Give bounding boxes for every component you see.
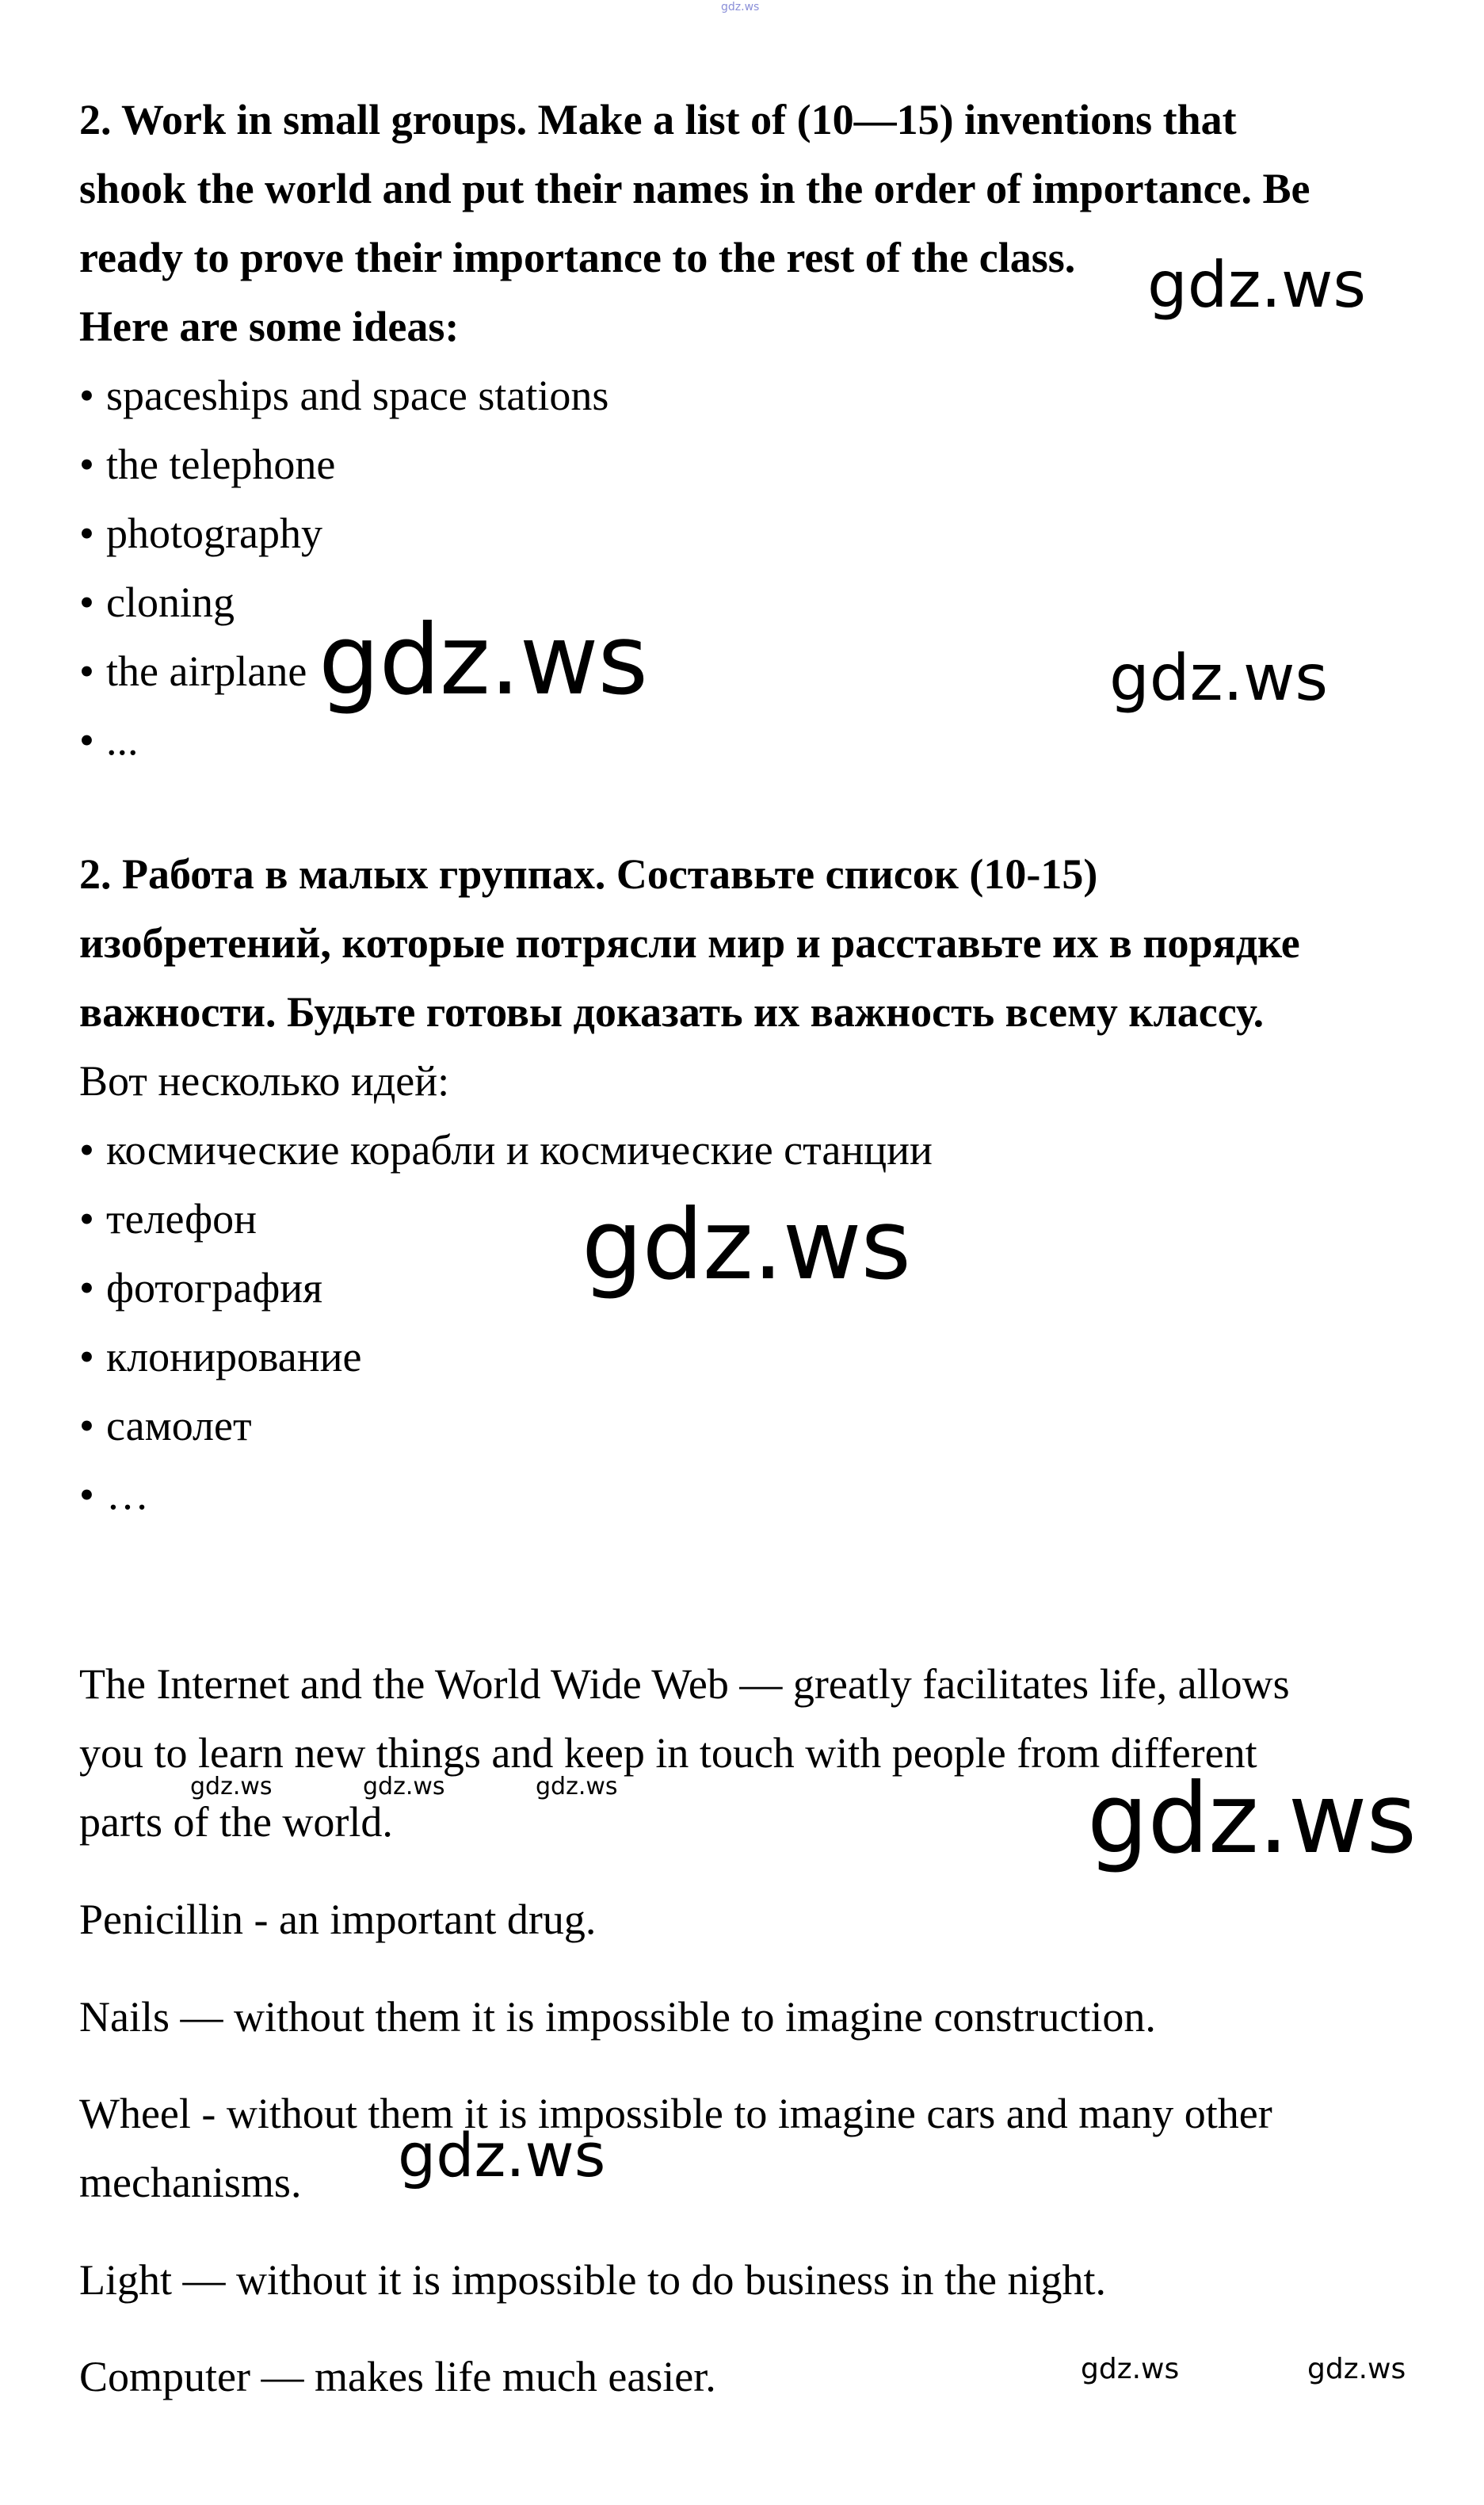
bullet-icon: • (79, 1333, 94, 1380)
watermark: gdz.ws (1307, 2353, 1406, 2385)
answer-line: The Internet and the World Wide Web — greatly facilitates life, allows (79, 1660, 1290, 1708)
task-ru-title-line: важности. Будьте готовы доказать их важность всему классу. (79, 988, 1265, 1036)
list-item-text: телефон (106, 1195, 258, 1243)
list-item (79, 1116, 1410, 1185)
list-item (79, 706, 1410, 775)
watermark: gdz.ws (1109, 641, 1329, 715)
watermark: gdz.ws (582, 1189, 911, 1301)
answer-line: Computer — makes life much easier. (79, 2353, 716, 2400)
answer-line: parts of the world. (79, 1798, 393, 1846)
bullet-icon: • (79, 510, 94, 557)
answer-paragraph (79, 1983, 1410, 2052)
answer-line: Penicillin - an important drug. (79, 1896, 597, 1943)
task-en-title-line: shook the world and put their names in the order of importance. Be (79, 165, 1310, 212)
task-ru-ideas-heading: Вот несколько идей: (79, 1057, 450, 1105)
task-ru-ideas-list (79, 1116, 1410, 1529)
answer-paragraph (79, 1885, 1410, 1954)
list-item-text: the telephone (106, 441, 336, 488)
answer-paragraph (79, 2343, 1410, 2411)
answer-line: Light — without it is impossible to do business in the night. (79, 2256, 1107, 2304)
list-item-text: photography (106, 510, 322, 557)
watermark: gdz.ws (1087, 1762, 1417, 1875)
list-item (79, 1323, 1410, 1392)
watermark: gdz.ws (398, 2120, 606, 2190)
list-item-text: the airplane (106, 647, 307, 695)
list-item-text: космические корабли и космические станции (106, 1126, 933, 1174)
list-item (79, 499, 1410, 568)
task-ru-title-line: 2. Работа в малых группах. Составьте список (10-15) (79, 850, 1098, 898)
bullet-icon: • (79, 1195, 94, 1243)
bullet-icon: • (79, 647, 94, 695)
watermark-top: gdz.ws (721, 1, 760, 13)
list-item-text: клонирование (106, 1333, 362, 1380)
list-item (79, 361, 1410, 430)
bullet-icon: • (79, 1264, 94, 1312)
task-ru-title-line: изобретений, которые потрясли мир и расставьте их в порядке (79, 919, 1300, 967)
task-en-title-line: ready to prove their importance to the rest of the class. (79, 234, 1076, 281)
bullet-icon: • (79, 579, 94, 626)
answer-line: Wheel - without them it is impossible to imagine cars and many other (79, 2090, 1272, 2137)
list-item-text: ... (106, 716, 139, 764)
bullet-icon: • (79, 1126, 94, 1174)
bullet-icon: • (79, 1471, 94, 1518)
answer-line: mechanisms. (79, 2159, 302, 2206)
list-item (79, 568, 1410, 637)
list-item-text: самолет (106, 1402, 252, 1449)
list-item-text: spaceships and space stations (106, 372, 609, 419)
task-en-ideas-heading: Here are some ideas: (79, 303, 460, 350)
answer-line: you to learn new things and keep in touch with people from different (79, 1729, 1257, 1777)
list-item (79, 1461, 1410, 1529)
answer-line: Nails — without them it is impossible to imagine construction. (79, 1993, 1156, 2041)
bullet-icon: • (79, 1402, 94, 1449)
list-item-text: фотография (106, 1264, 323, 1312)
list-item (79, 1392, 1410, 1461)
bullet-icon: • (79, 372, 94, 419)
list-item-text: cloning (106, 579, 235, 626)
task-ru (79, 840, 1410, 1529)
list-item (79, 430, 1410, 499)
list-item-text: … (106, 1471, 149, 1518)
watermark: gdz.ws (363, 1773, 445, 1800)
watermark: gdz.ws (190, 1773, 273, 1800)
bullet-icon: • (79, 441, 94, 488)
task-en-title-line: 2. Work in small groups. Make a list of (10—15) inventions that (79, 96, 1237, 143)
answer-paragraph (79, 2079, 1410, 2217)
bullet-icon: • (79, 716, 94, 764)
watermark: gdz.ws (1147, 248, 1367, 322)
watermark: gdz.ws (536, 1773, 618, 1800)
watermark: gdz.ws (1081, 2353, 1180, 2385)
watermark: gdz.ws (319, 604, 648, 716)
answer-paragraph (79, 2246, 1410, 2315)
